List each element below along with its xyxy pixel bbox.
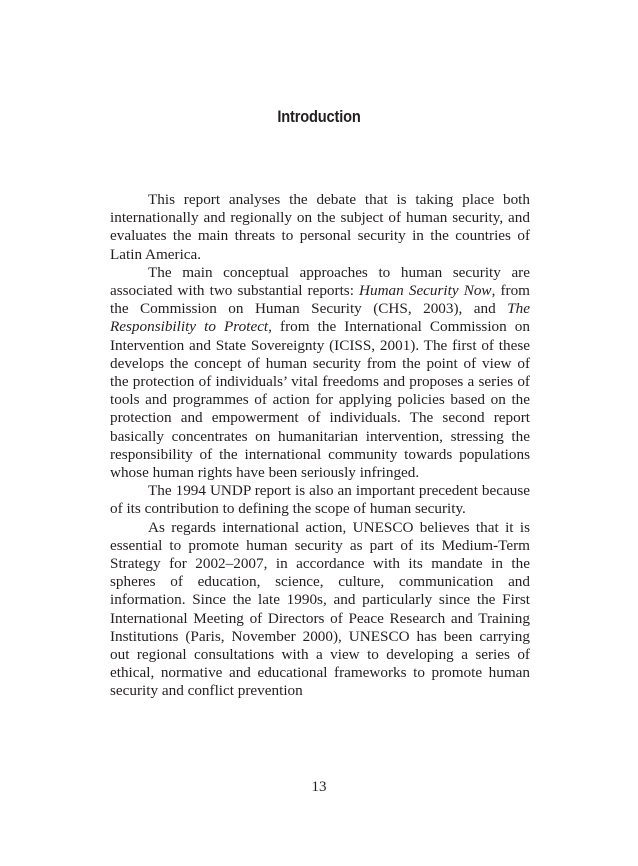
paragraph-text: This report analyses the debate that is taking place both internationally and regionally on the subject of human security, and evaluates the main threats to personal security in the countries of Latin America. — [110, 191, 530, 263]
paragraph-text: The 1994 UNDP report is also an important precedent because of its contribution to defining the scope of human security. — [110, 482, 530, 518]
paragraph-text: , from the International Commission on Intervention and State Sovereignty (ICISS, 2001). The first of these develops the concept of human security from the point of view of the protection of individuals’ vital freedoms and proposes a series of tools and programmes of action for applying policies based on the protection and empowerment of individuals. The second report basically concentrates on humanitarian intervention, stressing the responsibility of the international community towards populations whose human rights have been seriously infringed. — [110, 318, 530, 482]
body-text — [110, 191, 530, 701]
page-number: 13 — [311, 779, 327, 795]
paragraph-text: , from the Commission on Human Security (CHS, 2003), and — [110, 282, 530, 318]
chapter-heading: Introduction — [277, 107, 361, 126]
paragraph — [110, 519, 530, 701]
paragraph-text: The main conceptual approaches to human security are associated with two substantial reports: — [110, 263, 530, 300]
italic-title-text: The Responsibility to Protect — [110, 300, 530, 336]
paragraph-text: As regards international action, UNESCO believes that it is essential to promote human security as part of its Medium-Term Strategy for 2002–2007, in accordance with its mandate in the spheres of education, science, culture, communication and information. Since the late 1990s, and particularly since the First International Meeting of Directors of Peace Research and Training Institutions (Paris, November 2000), UNESCO has been carrying out regional consultations with a view to developing a series of ethical, normative and educational frameworks to promote human security and conflict prevention — [110, 518, 530, 700]
paragraph — [110, 264, 530, 482]
paragraph — [110, 191, 530, 264]
paragraph — [110, 482, 530, 518]
italic-title-text: Human Security Now — [359, 282, 492, 300]
